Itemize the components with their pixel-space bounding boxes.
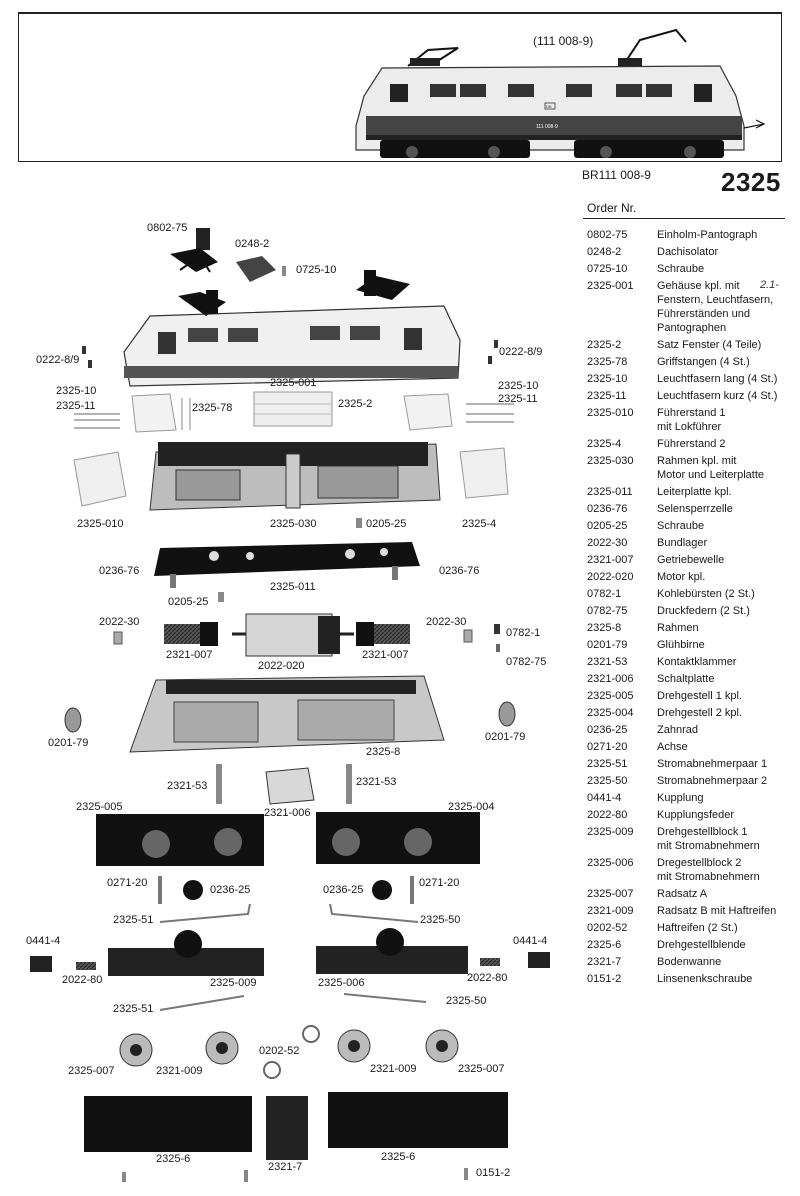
part-description: Bodenwanne	[657, 956, 722, 968]
part-number: 2022-020	[587, 571, 634, 583]
callout-label: 0205-25	[168, 596, 209, 608]
part-description: Schaltplatte	[657, 673, 715, 685]
part-description: Kohlebürsten (2 St.)	[657, 588, 755, 600]
frame-assembly-part	[150, 442, 440, 510]
part-description: Führerstand 2	[657, 438, 726, 450]
callout-label: 2325-2	[338, 398, 373, 410]
part-description: Schraube	[657, 263, 705, 275]
callout-label: 2022-80	[62, 974, 103, 986]
part-description: Bundlager	[657, 537, 708, 549]
callout-label: 0236-25	[210, 884, 251, 896]
callout-label: 2022-30	[426, 616, 467, 628]
part-description: Satz Fenster (4 Teile)	[657, 339, 762, 351]
roof-insulator-part	[236, 256, 276, 282]
callout-label: 0441-4	[26, 935, 61, 947]
part-description: Drehgestell 2 kpl.	[657, 707, 742, 719]
part-row	[587, 689, 797, 703]
part-number: 2325-50	[587, 775, 628, 787]
callout-label: 2325-009	[210, 977, 257, 989]
parts-list	[587, 228, 797, 989]
part-row	[587, 672, 797, 686]
callout-label: 2325-10	[498, 380, 539, 392]
part-row	[587, 921, 797, 935]
part-row	[587, 587, 797, 601]
callout-label: 2325-51	[113, 914, 154, 926]
catalog-number: 2325	[721, 167, 781, 197]
part-number: 0236-76	[587, 503, 628, 515]
chassis-frame-part	[130, 676, 444, 752]
part-description: Leuchtfasern kurz (4 St.)	[657, 390, 778, 402]
light-fibers-and-windows	[74, 392, 514, 432]
traction-tire-part	[303, 1026, 319, 1042]
part-row	[587, 791, 797, 805]
callout-label: 2325-007	[68, 1065, 115, 1077]
callout-label: 2321-009	[156, 1065, 203, 1077]
part-number: 2325-78	[587, 356, 628, 368]
part-row	[587, 774, 797, 788]
part-number: 2325-001	[587, 280, 634, 292]
part-number: 2325-6	[587, 939, 622, 951]
part-description: Druckfedern (2 St.)	[657, 605, 750, 617]
part-description: Kupplung	[657, 792, 704, 804]
base-tub-part	[266, 1096, 308, 1160]
part-row	[587, 406, 797, 434]
callout-label: 2325-001	[270, 377, 317, 389]
callout-label: 2321-53	[356, 776, 397, 788]
part-number: 0782-1	[587, 588, 622, 600]
part-row	[587, 454, 797, 482]
part-description: Dregestellblock 2 mit Stromabnehmern	[657, 857, 760, 883]
part-row	[587, 485, 797, 499]
part-number: 2325-030	[587, 455, 634, 467]
header-locomotive	[356, 30, 764, 158]
part-row	[587, 887, 797, 901]
part-row	[587, 338, 797, 352]
part-number: 0205-25	[587, 520, 628, 532]
part-description: Griffstangen (4 St.)	[657, 356, 750, 368]
part-row	[587, 621, 797, 635]
part-row	[587, 740, 797, 754]
part-row	[587, 706, 797, 720]
part-number: 0151-2	[587, 973, 622, 985]
part-description: Achse	[657, 741, 688, 753]
part-number: 2325-005	[587, 690, 634, 702]
loco-logo: DB	[546, 104, 552, 109]
callout-label: 0222-8/9	[499, 346, 543, 358]
part-row	[587, 570, 797, 584]
callout-label: 0201-79	[485, 731, 526, 743]
callout-label: 2321-7	[268, 1161, 303, 1173]
bogie-block-1-part	[108, 930, 264, 976]
part-number: 2325-007	[587, 888, 634, 900]
callout-label: 0271-20	[107, 877, 148, 889]
callout-label: 0151-2	[476, 1167, 511, 1179]
callout-label: 0236-76	[439, 565, 480, 577]
callout-label: 2325-004	[448, 801, 495, 813]
callout-label: 2325-030	[270, 518, 317, 530]
part-description: Leiterplatte kpl.	[657, 486, 732, 498]
coupling-right-part	[528, 952, 550, 968]
part-row	[587, 655, 797, 669]
part-number: 2325-011	[587, 486, 633, 498]
callout-label: 0248-2	[235, 238, 270, 250]
cab-1-part	[74, 452, 126, 506]
part-number: 2321-006	[587, 673, 634, 685]
part-description: Haftreifen (2 St.)	[657, 922, 738, 934]
callout-label: 2325-50	[420, 914, 461, 926]
part-number: 2325-11	[587, 390, 627, 402]
part-description: Führerstand 1 mit Lokführer	[657, 407, 726, 433]
part-description: Kupplungsfeder	[657, 809, 735, 821]
part-description: Drehgestellblock 1 mit Stromabnehmern	[657, 826, 760, 852]
part-row	[587, 955, 797, 969]
part-number: 2022-80	[587, 809, 628, 821]
callout-label: 2022-020	[258, 660, 305, 672]
callout-label: 2325-11	[56, 400, 96, 412]
part-row	[587, 808, 797, 822]
handwritten-annotation: 2.1-	[760, 279, 779, 291]
part-description: Drehgestell 1 kpl.	[657, 690, 742, 702]
part-number: 0248-2	[587, 246, 622, 258]
body-shell-part	[124, 270, 460, 386]
part-number: 2321-007	[587, 554, 634, 566]
callout-label: 0271-20	[419, 877, 460, 889]
callout-label: 2325-51	[113, 1003, 154, 1015]
callout-label: 2022-80	[467, 972, 508, 984]
part-number: 2325-006	[587, 857, 634, 869]
callout-label: 2321-007	[166, 649, 213, 661]
part-row	[587, 228, 797, 242]
part-description: Einholm-Pantograph	[657, 229, 758, 241]
part-number: 2325-4	[587, 438, 622, 450]
bogie-side-frame-right	[328, 1092, 508, 1148]
part-number: 0236-25	[587, 724, 628, 736]
part-description: Kontaktklammer	[657, 656, 737, 668]
part-row	[587, 536, 797, 550]
screw-part	[282, 266, 286, 276]
part-description: Glühbirne	[657, 639, 705, 651]
callout-label: 2325-005	[76, 801, 123, 813]
loco-number-plate: 111 008-9	[536, 124, 558, 130]
part-number: 0441-4	[587, 792, 622, 804]
coupling-left-part	[30, 956, 52, 972]
part-description: Selensperrzelle	[657, 503, 733, 515]
part-number: 2325-8	[587, 622, 622, 634]
model-caption: BR111 008-9	[582, 168, 651, 182]
part-row	[587, 389, 797, 403]
bogie-2-part	[316, 812, 480, 864]
callout-label: 2325-007	[458, 1063, 505, 1075]
switch-plate-part	[266, 768, 314, 804]
bogie-side-frame-left	[84, 1096, 252, 1152]
callout-label: 0725-10	[296, 264, 337, 276]
part-description: Stromabnehmerpaar 1	[657, 758, 768, 770]
callout-label: 0802-75	[147, 222, 188, 234]
part-number: 0202-52	[587, 922, 628, 934]
part-number: 2022-30	[587, 537, 628, 549]
part-number: 2325-004	[587, 707, 634, 719]
part-description: Getriebewelle	[657, 554, 725, 566]
callout-label: 2325-006	[318, 977, 365, 989]
callout-label: 0236-76	[99, 565, 140, 577]
callout-label: 2325-78	[192, 402, 233, 414]
part-number: 0802-75	[587, 229, 628, 241]
callout-label: 2321-009	[370, 1063, 417, 1075]
callout-label: 2321-53	[167, 780, 208, 792]
callout-label: 2325-6	[381, 1151, 416, 1163]
part-description: Schraube	[657, 520, 705, 532]
callout-label: 0201-79	[48, 737, 89, 749]
gear-part	[183, 880, 203, 900]
part-description: Motor kpl.	[657, 571, 706, 583]
part-number: 2321-009	[587, 905, 634, 917]
part-row	[587, 519, 797, 533]
part-description: Drehgestellblende	[657, 939, 746, 951]
part-row	[587, 553, 797, 567]
part-number: 0201-79	[587, 639, 628, 651]
part-description: Gehäuse kpl. mit Fenstern, Leuchtfasern, Führerständen und Pantographen	[657, 280, 774, 334]
callout-label: 0236-25	[323, 884, 364, 896]
part-row	[587, 279, 797, 335]
callout-label: 0782-1	[506, 627, 541, 639]
part-number: 0725-10	[587, 263, 628, 275]
part-row	[587, 938, 797, 952]
photo-caption: (111 008-9)	[533, 34, 594, 48]
callout-label: 2325-010	[77, 518, 124, 530]
part-description: Leuchtfasern lang (4 St.)	[657, 373, 778, 385]
part-row	[587, 638, 797, 652]
motor-part	[232, 614, 354, 656]
callout-label: 2325-50	[446, 995, 487, 1007]
callout-label: 0205-25	[366, 518, 407, 530]
part-description: Linsenenkschraube	[657, 973, 753, 985]
part-row	[587, 437, 797, 451]
callout-label: 2325-4	[462, 518, 497, 530]
part-row	[587, 904, 797, 918]
callout-label: 2325-8	[366, 746, 401, 758]
part-number: 0271-20	[587, 741, 628, 753]
callout-label: 0782-75	[506, 656, 547, 668]
part-number: 2325-010	[587, 407, 634, 419]
callout-label: 0202-52	[259, 1045, 300, 1057]
part-description: Stromabnehmerpaar 2	[657, 775, 768, 787]
part-row	[587, 972, 797, 986]
order-table-divider	[583, 218, 785, 219]
part-row	[587, 604, 797, 618]
order-table-title: Order Nr.	[587, 201, 637, 215]
part-description: Dachisolator	[657, 246, 719, 258]
part-row	[587, 355, 797, 369]
callout-label: 2325-11	[498, 393, 538, 405]
traction-tire-part	[264, 1062, 280, 1078]
part-number: 2325-10	[587, 373, 628, 385]
callout-label: 2325-6	[156, 1153, 191, 1165]
bogie-block-2-part	[316, 928, 468, 974]
part-row	[587, 856, 797, 884]
part-row	[587, 245, 797, 259]
callout-label: 2022-30	[99, 616, 140, 628]
pantograph-part	[170, 228, 218, 272]
part-row	[587, 262, 797, 276]
part-description: Radsatz A	[657, 888, 708, 900]
part-row	[587, 723, 797, 737]
part-row	[587, 372, 797, 386]
callout-label: 0441-4	[513, 935, 548, 947]
bogie-1-part	[96, 814, 264, 866]
part-description: Rahmen kpl. mit Motor und Leiterplatte	[657, 455, 765, 481]
part-number: 2325-009	[587, 826, 634, 838]
part-description: Radsatz B mit Haftreifen	[657, 905, 777, 917]
part-number: 2325-2	[587, 339, 622, 351]
cab-2-part	[460, 448, 508, 498]
part-number: 2321-7	[587, 956, 622, 968]
callout-label: 2325-10	[56, 385, 97, 397]
callout-label: 2321-006	[264, 807, 311, 819]
part-row	[587, 757, 797, 771]
gear-part	[372, 880, 392, 900]
callout-label: 2325-011	[270, 581, 316, 593]
part-row	[587, 502, 797, 516]
part-description: Zahnrad	[657, 724, 698, 736]
part-row	[587, 825, 797, 853]
callout-label: 2321-007	[362, 649, 409, 661]
part-number: 2325-51	[587, 758, 628, 770]
part-description: Rahmen	[657, 622, 699, 634]
part-number: 0782-75	[587, 605, 628, 617]
part-number: 2321-53	[587, 656, 628, 668]
callout-label: 0222-8/9	[36, 354, 80, 366]
